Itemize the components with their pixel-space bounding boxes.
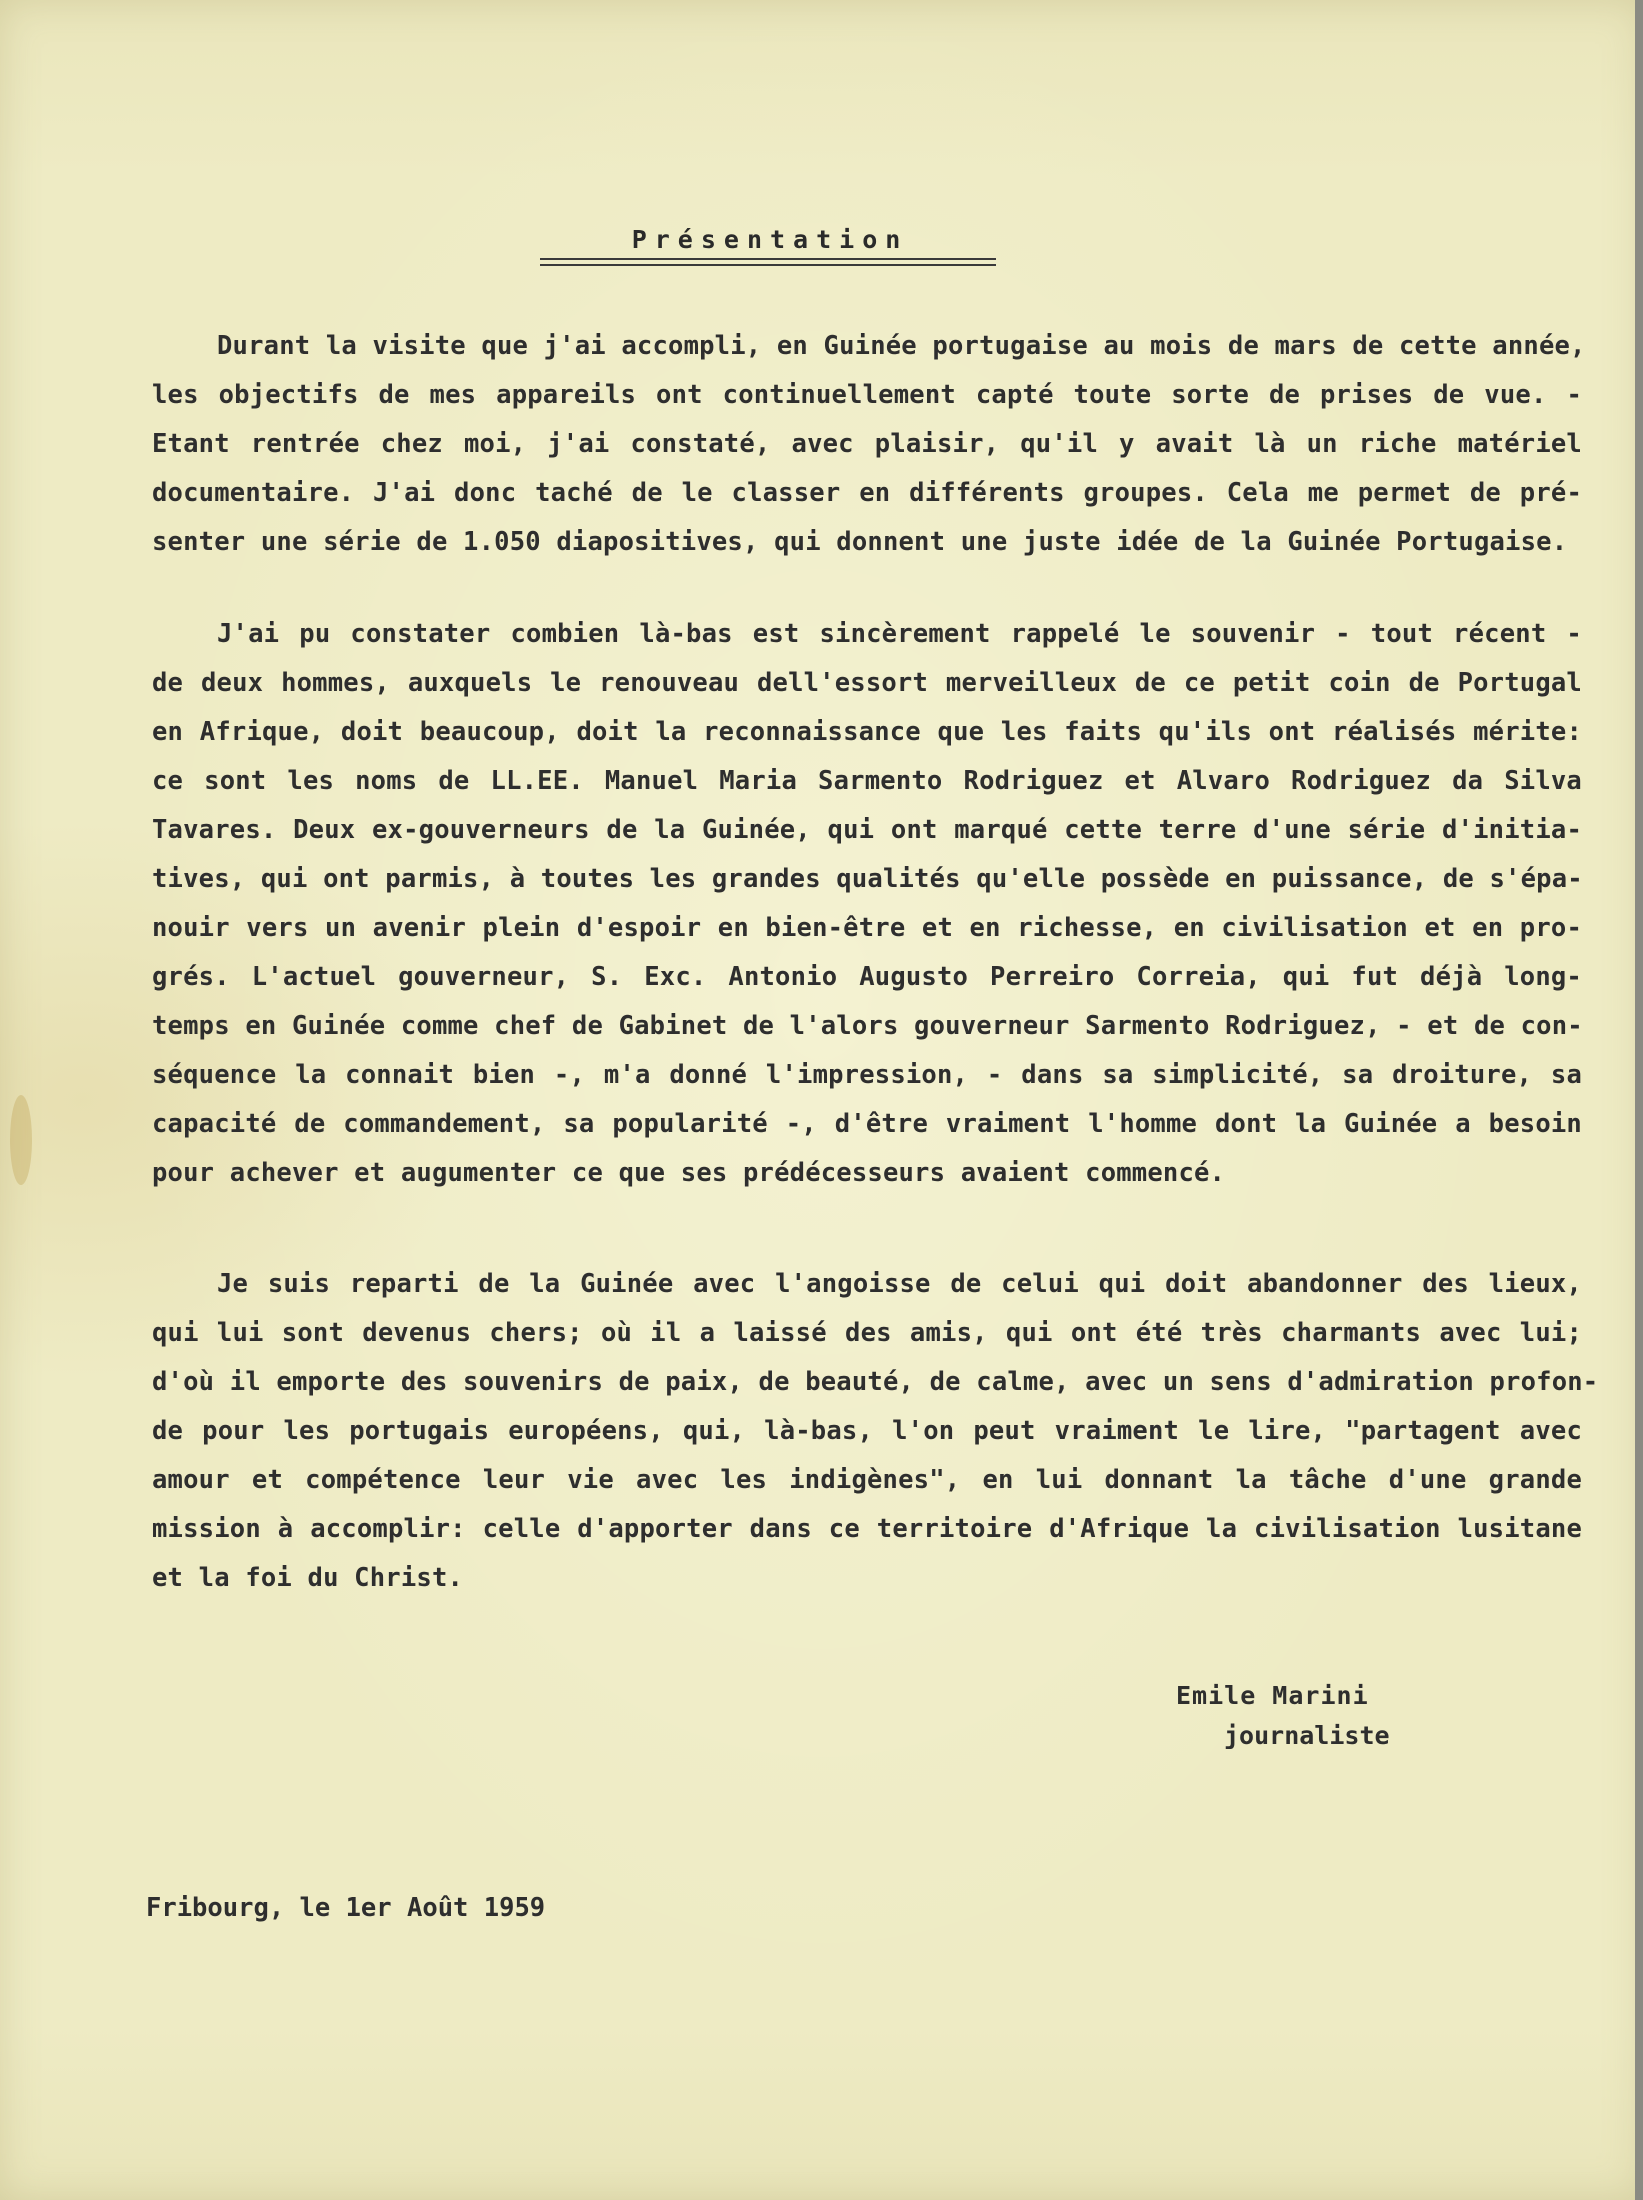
signature-role: journaliste [1224,1721,1390,1750]
paper-stain [10,1095,32,1185]
text-line: les objectifs de mes appareils ont continuellement capté toute sorte de prises de vue. - [152,380,1582,410]
text-line: Etant rentrée chez moi, j'ai constaté, avec plaisir, qu'il y avait là un riche matériel [152,429,1582,459]
text-line: de deux hommes, auxquels le renouveau dell'essort merveilleux de ce petit coin de Portugal [152,668,1582,698]
text-line: amour et compétence leur vie avec les indigènes", en lui donnant la tâche d'une grande [152,1465,1582,1495]
text-line: ce sont les noms de LL.EE. Manuel Maria Sarmento Rodriguez et Alvaro Rodriguez da Silva [152,766,1582,796]
title-underline-top [540,258,996,260]
text-line: et la foi du Christ. [152,1563,464,1593]
text-line: temps en Guinée comme chef de Gabinet de l'alors gouverneur Sarmento Rodriguez, - et de con- [152,1011,1583,1041]
text-line: Tavares. Deux ex-gouverneurs de la Guinée, qui ont marqué cette terre d'une série d'initia- [152,815,1582,845]
text-line: capacité de commandement, sa popularité -, d'être vraiment l'homme dont la Guinée a besoin [152,1109,1582,1139]
title-underline-bottom [540,264,996,266]
place-date: Fribourg, le 1er Août 1959 [146,1893,546,1923]
text-line: senter une série de 1.050 diapositives, qui donnent une juste idée de la Guinée Portugaise. [152,527,1568,557]
text-line: en Afrique, doit beaucoup, doit la reconnaissance que les faits qu'ils ont réalisés mérite: [152,717,1582,747]
text-line: grés. L'actuel gouverneur, S. Exc. Antonio Augusto Perreiro Correia, qui fut déjà long- [152,962,1582,992]
text-line: Je suis reparti de la Guinée avec l'angoisse de celui qui doit abandonner des lieux, [217,1269,1582,1299]
signature-name: Emile Marini [1176,1681,1369,1710]
text-line: qui lui sont devenus chers; où il a laissé des amis, qui ont été très charmants avec lui; [152,1318,1582,1348]
text-line: J'ai pu constater combien là-bas est sincèrement rappelé le souvenir - tout récent - [217,619,1582,649]
page-edge-shadow [1635,0,1643,2200]
text-line: d'où il emporte des souvenirs de paix, de beauté, de calme, avec un sens d'admiration profon- [152,1367,1599,1397]
paragraph-2 [152,610,1582,1198]
text-line: de pour les portugais européens, qui, là-bas, l'on peut vraiment le lire, "partagent avec [152,1416,1582,1446]
text-line: Durant la visite que j'ai accompli, en Guinée portugaise au mois de mars de cette année, [217,331,1586,361]
text-line: séquence la connait bien -, m'a donné l'impression, - dans sa simplicité, sa droiture, sa [152,1060,1582,1090]
text-line: mission à accomplir: celle d'apporter dans ce territoire d'Afrique la civilisation lusitane [152,1514,1582,1544]
page-title: Présentation [631,225,909,254]
signature-block [1176,1676,1496,1756]
text-line: documentaire. J'ai donc taché de le classer en différents groupes. Cela me permet de pré- [152,478,1582,508]
text-line: pour achever et augumenter ce que ses prédécesseurs avaient commencé. [152,1158,1226,1188]
text-line: tives, qui ont parmis, à toutes les grandes qualités qu'elle possède en puissance, de s'épa- [152,864,1583,894]
paragraph-3 [152,1260,1599,1603]
text-line: nouir vers un avenir plein d'espoir en bien-être et en richesse, en civilisation et en pro- [152,913,1582,943]
paragraph-1 [152,322,1586,567]
